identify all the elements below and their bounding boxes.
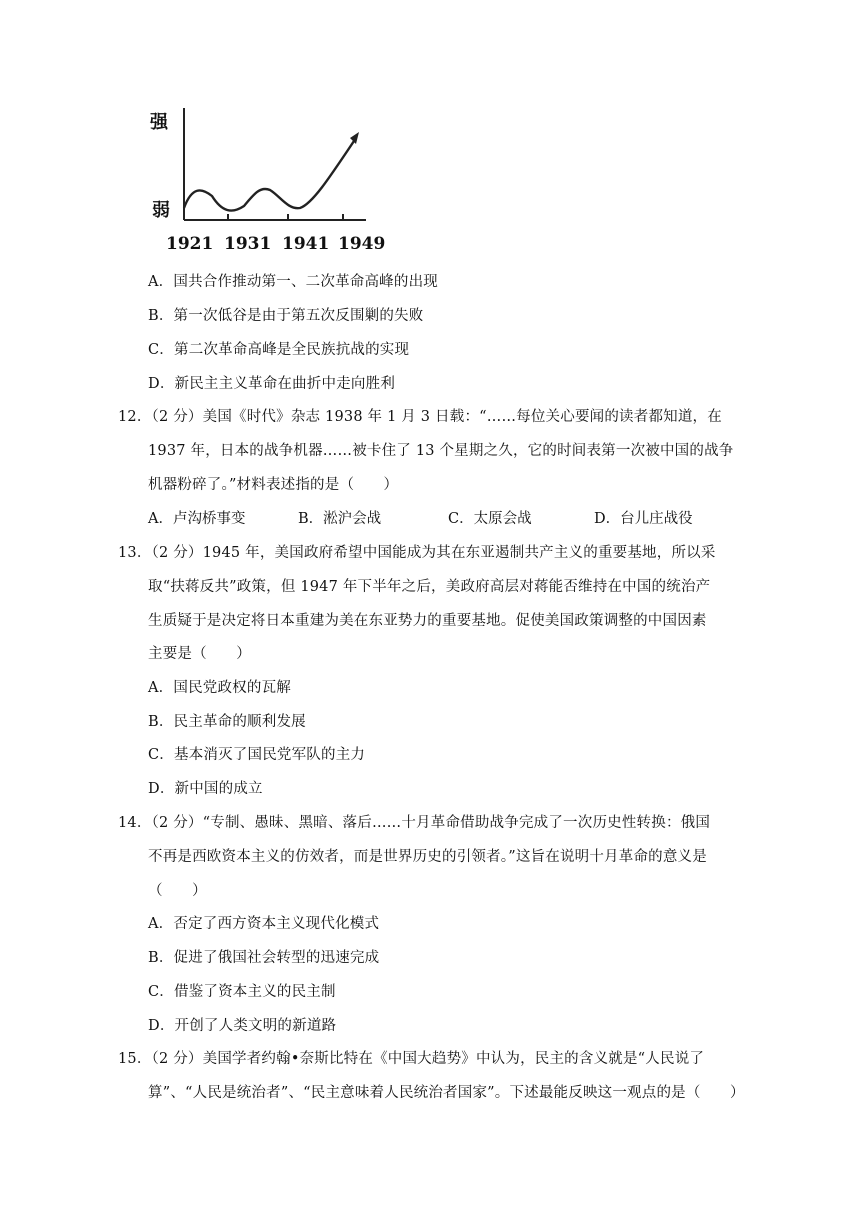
- q14-option-d: D．开创了人类文明的新道路: [148, 1018, 337, 1034]
- q15-stem-line-1: 15．（2 分）美国学者约翰•奈斯比特在《中国大趋势》中认为，民主的含义就是“人民说了: [118, 1051, 705, 1067]
- q12-stem-line-3: 机器粉碎了。”材料表述指的是（ ）: [148, 477, 399, 493]
- axis-label-strong: 强: [150, 112, 168, 133]
- q15-stem-line-2: 算”、“人民是统治者”、“民主意味着人民统治者国家”。下述最能反映这一观点的是（ ）: [148, 1085, 745, 1101]
- q13-stem-line-4: 主要是（ ）: [148, 646, 251, 662]
- q13-stem-line-1: 13．（2 分）1945 年，美国政府希望中国能成为其在东亚遏制共产主义的重要基地，所以采: [118, 545, 716, 561]
- q11-option-c: C．第二次革命高峰是全民族抗战的实现: [148, 342, 410, 358]
- q14-option-b: B．促进了俄国社会转型的迅速完成: [148, 950, 380, 966]
- q13-stem-line-2: 取“扶蒋反共”政策，但 1947 年下半年之后，美政府高层对蒋能否维持在中国的统治产: [148, 579, 711, 595]
- tick-label: 1949: [338, 234, 386, 254]
- tick-label: 1941: [282, 234, 330, 254]
- q14-stem-line-3: （ ）: [148, 883, 207, 899]
- q14-stem-line-1: 14．（2 分）“专制、愚昧、黑暗、落后……十月革命借助战争完成了一次历史性转换：俄国: [118, 815, 711, 831]
- trend-curve-graphic: [148, 100, 372, 240]
- q12-stem-line-2: 1937 年，日本的战争机器……被卡住了 13 个星期之久，它的时间表第一次被中国的战争: [148, 443, 734, 459]
- axis-label-weak: 弱: [152, 200, 170, 221]
- revolution-trend-figure: [148, 100, 386, 260]
- q12-option-c: C．太原会战: [448, 511, 532, 527]
- tick-label: 1921: [166, 234, 214, 254]
- q11-option-a: A．国共合作推动第一、二次革命高峰的出现: [148, 274, 438, 290]
- q13-option-c: C．基本消灭了国民党军队的主力: [148, 747, 366, 763]
- q11-option-b: B．第一次低谷是由于第五次反围剿的失败: [148, 308, 424, 324]
- q12-option-d: D．台儿庄战役: [594, 511, 693, 527]
- q14-option-c: C．借鉴了资本主义的民主制: [148, 984, 336, 1000]
- q13-option-d: D．新中国的成立: [148, 781, 263, 797]
- q12-option-b: B．淞沪会战: [298, 511, 382, 527]
- q13-option-b: B．民主革命的顺利发展: [148, 714, 306, 730]
- q12-option-a: A．卢沟桥事变: [148, 511, 246, 527]
- x-axis-tick-labels: [162, 234, 386, 258]
- q13-stem-line-3: 生质疑于是决定将日本重建为美在东亚势力的重要基地。促使美国政策调整的中国因素: [148, 613, 707, 629]
- q14-option-a: A．否定了西方资本主义现代化模式: [148, 916, 380, 932]
- tick-label: 1931: [224, 234, 272, 254]
- q14-stem-line-2: 不再是西欧资本主义的仿效者，而是世界历史的引领者。”这旨在说明十月革命的意义是: [148, 849, 707, 865]
- q11-option-d: D．新民主主义革命在曲折中走向胜利: [148, 376, 396, 392]
- q13-option-a: A．国民党政权的瓦解: [148, 680, 291, 696]
- q12-stem-line-1: 12．（2 分）美国《时代》杂志 1938 年 1 月 3 日载：“……每位关心要闻的读者都知道，在: [118, 409, 722, 425]
